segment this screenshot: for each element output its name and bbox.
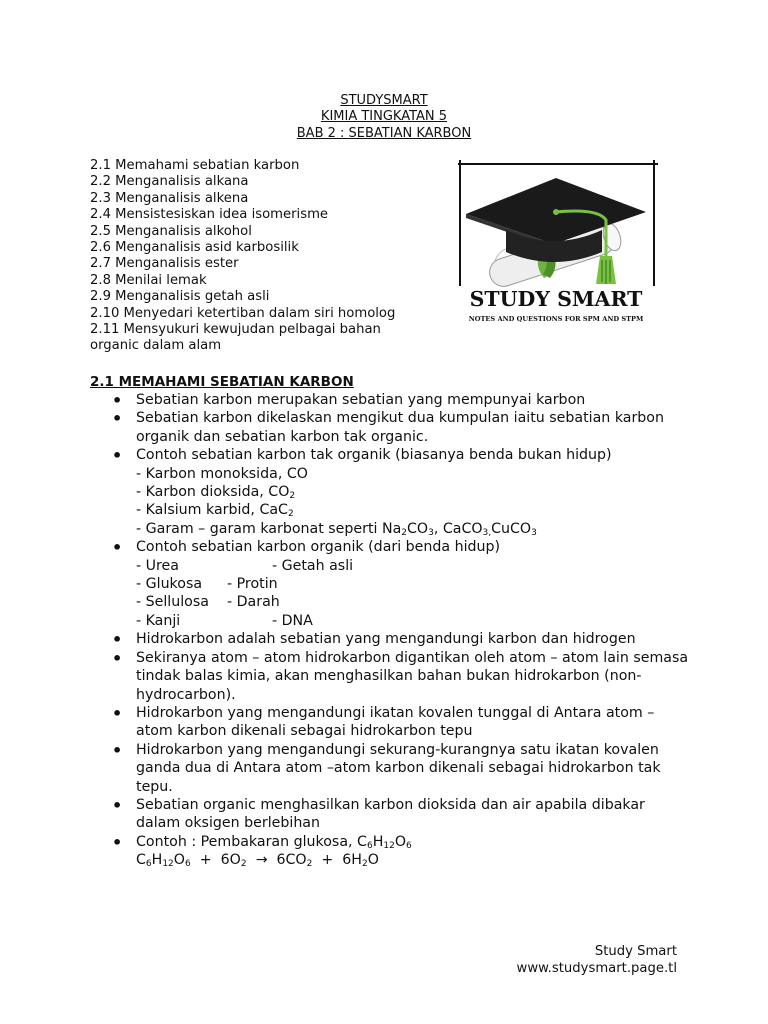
list-item — [92, 446, 692, 538]
bullet-icon: • — [112, 795, 123, 815]
bullet-icon: • — [112, 630, 123, 650]
list-item — [92, 741, 692, 796]
toc-item: 2.6 Menganalisis asid karbosilik — [90, 240, 299, 256]
bullet-icon: • — [112, 740, 123, 760]
sub-item: - Glukosa - Protin — [136, 576, 278, 593]
list-item — [92, 796, 692, 833]
bullet-text: Sebatian organic menghasilkan karbon dioksida dan air apabila dibakar dalam oksigen berlebihan — [136, 796, 645, 832]
list-item — [92, 409, 692, 446]
toc-item: 2.2 Menganalisis alkana — [90, 174, 249, 190]
sub-item: - Karbon dioksida, $CO_2$ — [136, 484, 296, 502]
section-body — [92, 391, 692, 870]
graduation-cap-icon — [448, 160, 664, 328]
bullet-text: Hidrokarbon yang mengandungi sekurang-kurangnya satu ikatan kovalen ganda dua di Antara atom –atom karbon dikenali sebagai hidrokarbon tak tepu. — [136, 741, 661, 795]
bullet-icon: • — [112, 391, 123, 410]
sub-item: - Urea - Getah asli — [136, 557, 354, 574]
list-item — [92, 538, 692, 630]
bullet-text: Sekiranya atom – atom hidrokarbon digantikan oleh atom – atom lain semasa tindak balas kimia, akan menghasilkan bahan bukan hidrokarbon (non-hydrocarbon). — [136, 649, 689, 703]
toc-item: 2.5 Menganalisis alkohol — [90, 223, 252, 239]
footer-url: www.studysmart.page.tl — [516, 961, 677, 976]
study-smart-logo — [448, 160, 664, 328]
bullet-text: Hidrokarbon yang mengandungi ikatan kovalen tunggal di Antara atom – atom karbon dikenali sebagai hidrokarbon tepu — [136, 704, 655, 740]
logo-tagline: NOTES AND QUESTIONS FOR SPM AND STPM — [468, 315, 644, 323]
chemical-equation: $C_6H_{12}O_6 + 6O_2 \to 6CO_2 + 6H_2O$ — [136, 852, 379, 870]
arrow-icon: → — [246, 852, 277, 869]
list-item — [92, 630, 692, 648]
toc-item: 2.4 Mensistesiskan idea isomerisme — [90, 207, 329, 223]
sub-item: - Karbon monoksida, CO — [136, 465, 308, 482]
bullet-icon: • — [112, 703, 123, 723]
logo-title: STUDY SMART — [469, 287, 643, 311]
toc-item: 2.9 Menganalisis getah asli — [90, 289, 270, 305]
list-item — [92, 704, 692, 741]
bullet-text: Sebatian karbon dikelaskan mengikut dua kumpulan iaitu sebatian karbon organik dan sebatian karbon tak organic. — [136, 410, 664, 445]
bullet-icon: • — [112, 648, 123, 668]
table-of-contents — [90, 158, 430, 355]
toc-item: 2.8 Menilai lemak — [90, 272, 207, 288]
bullet-text: Contoh : Pembakaran glukosa, $C_6H_{12}O_6$ — [136, 833, 412, 851]
bullet-text: Contoh sebatian karbon organik (dari benda hidup) — [136, 539, 501, 556]
doc-subtitle: KIMIA TINGKATAN 5 — [320, 109, 448, 124]
section-heading: 2.1 MEMAHAMI SEBATIAN KARBON — [90, 374, 354, 390]
bullet-text: Sebatian karbon merupakan sebatian yang mempunyai karbon — [136, 392, 586, 408]
footer-brand: Study Smart — [594, 944, 677, 959]
sub-item: - Sellulosa - Darah — [136, 594, 280, 611]
sub-item: - Garam – garam karbonat seperti $Na_2CO_3$, CaCO$_{3,}$CuCO$_3$ — [136, 520, 537, 538]
toc-item: 2.1 Memahami sebatian karbon — [90, 158, 300, 173]
bullet-icon: • — [112, 832, 123, 852]
bullet-text: Hidrokarbon adalah sebatian yang mengandungi karbon dan hidrogen — [136, 631, 636, 648]
toc-item: 2.7 Menganalisis ester — [90, 256, 239, 272]
sub-item: - Kanji - DNA — [136, 612, 313, 629]
sub-item: - Kalsium karbid, CaC$_2$ — [136, 502, 294, 520]
list-item — [92, 833, 692, 870]
doc-chapter: BAB 2 : SEBATIAN KARBON — [296, 126, 472, 141]
toc-item: 2.10 Menyedari ketertiban dalam siri homolog — [90, 305, 396, 321]
toc-item: 2.3 Menganalisis alkena — [90, 190, 249, 206]
list-item — [92, 649, 692, 704]
bullet-icon: • — [112, 446, 123, 466]
toc-item: 2.11 Mensyukuri kewujudan pelbagai bahan organic dalam alam — [90, 322, 381, 354]
bullet-icon: • — [112, 409, 123, 429]
bullet-icon: • — [112, 538, 123, 558]
bullet-text: Contoh sebatian karbon tak organik (biasanya benda bukan hidup) — [136, 447, 612, 464]
list-item — [92, 391, 692, 409]
doc-title: STUDYSMART — [340, 93, 428, 108]
